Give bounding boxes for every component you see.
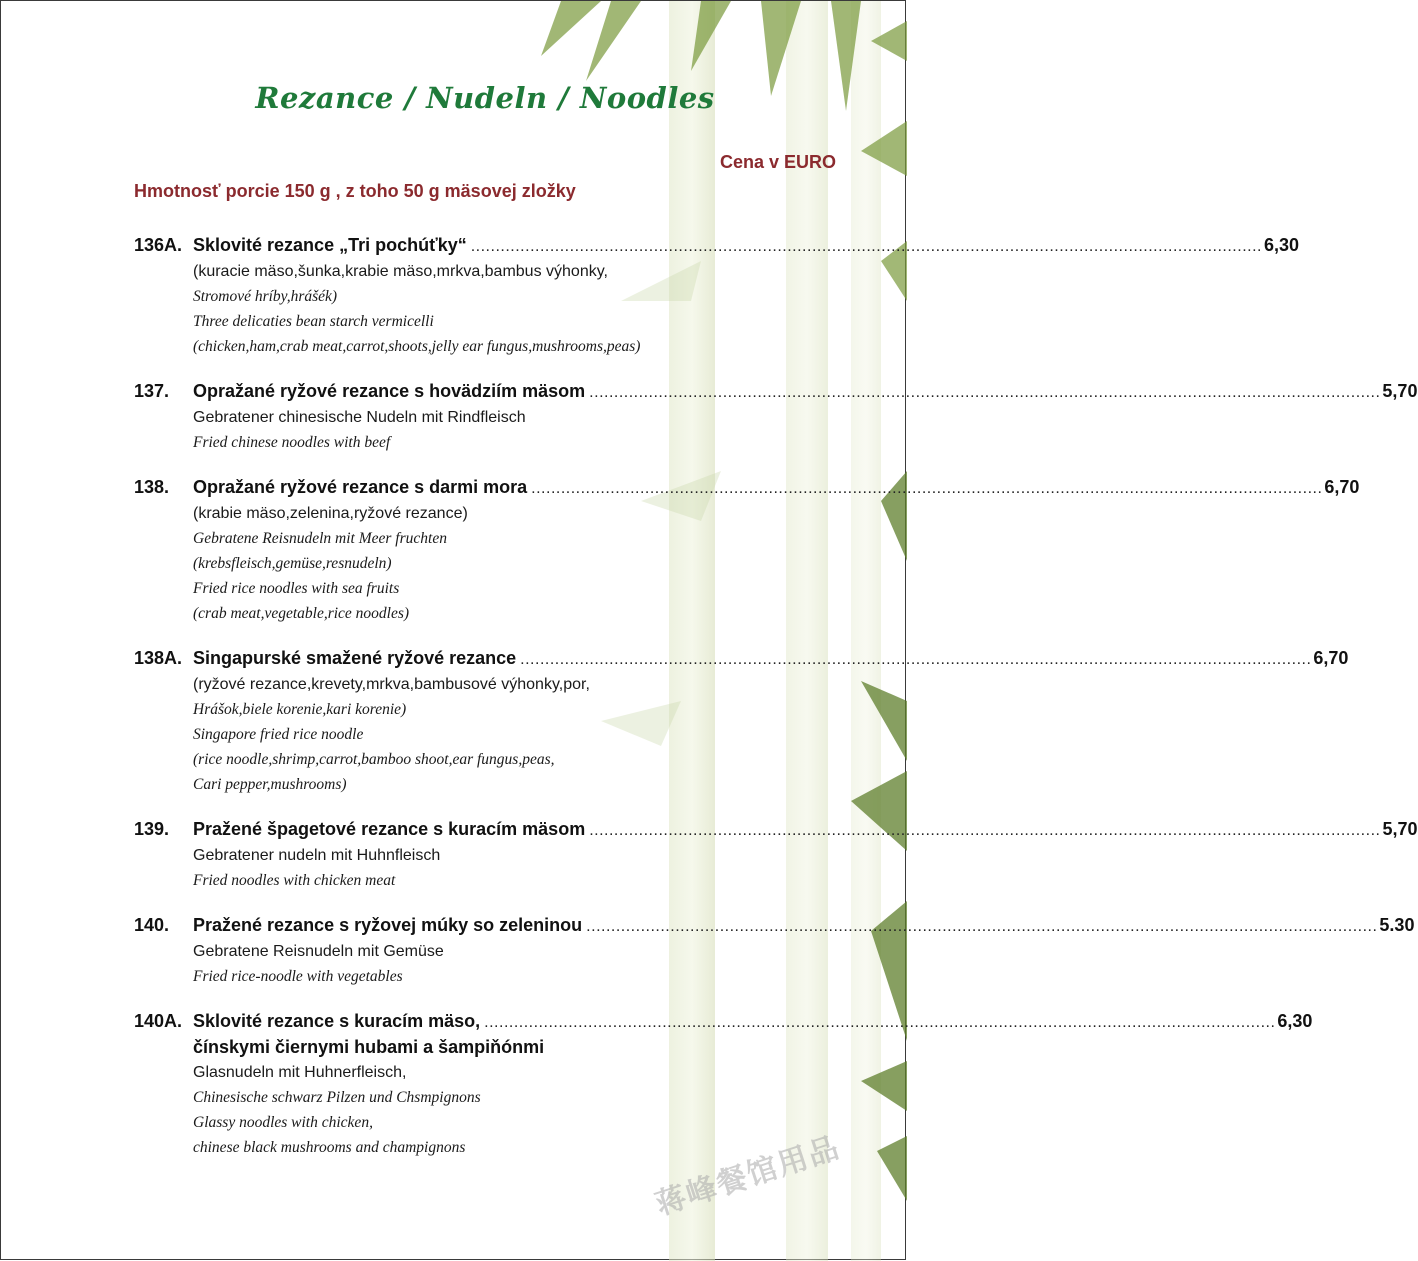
item-description xyxy=(193,259,838,359)
item-description xyxy=(193,843,838,893)
item-number: 140. xyxy=(134,915,170,935)
menu-item-header xyxy=(134,381,1418,405)
item-translation-line: Singapore fried rice noodle xyxy=(193,726,364,743)
dot-leader: ................................................................................................................................................................ xyxy=(589,384,1381,401)
item-name: Opražané ryžové rezance s hovädziím mäsom xyxy=(193,381,586,401)
item-translation-line: (krebsfleisch,gemüse,resnudeln) xyxy=(193,555,392,572)
dot-leader: ................................................................................................................................................................ xyxy=(470,238,1262,255)
menu-item xyxy=(134,235,1300,359)
item-translation-line: Glassy noodles with chicken, xyxy=(193,1114,373,1131)
item-ingredients-line: (kuracie mäso,šunka,krabie mäso,mrkva,bambus výhonky, xyxy=(193,263,608,280)
item-ingredients-line: (krabie mäso,zelenina,ryžové rezance) xyxy=(193,505,468,522)
item-price: 6,30 xyxy=(1263,235,1300,255)
item-price: 5,70 xyxy=(1382,819,1418,839)
item-ingredients-line: Gebratener nudeln mit Huhnfleisch xyxy=(193,847,441,864)
watermark: 蒋峰餐馆用品 xyxy=(651,1130,845,1223)
item-description xyxy=(193,501,838,626)
item-price: 6,70 xyxy=(1324,477,1360,497)
item-description xyxy=(193,672,838,797)
menu-item-header xyxy=(134,1011,1313,1035)
item-description xyxy=(193,1035,838,1160)
item-number: 138. xyxy=(134,477,170,497)
item-description xyxy=(193,405,838,455)
item-ingredients-line: Glasnudeln mit Huhnerfleisch, xyxy=(193,1064,407,1081)
item-translation-line: Fried rice-noodle with vegetables xyxy=(193,968,403,985)
item-translation-line: Fried chinese noodles with beef xyxy=(193,434,391,451)
item-translation-line: Gebratene Reisnudeln mit Meer fruchten xyxy=(193,530,447,547)
dot-leader: ................................................................................................................................................................ xyxy=(589,822,1381,839)
item-name: Opražané ryžové rezance s darmi mora xyxy=(193,477,528,497)
dot-leader: ................................................................................................................................................................ xyxy=(484,1014,1276,1031)
menu-item xyxy=(134,819,1418,893)
item-description xyxy=(193,939,838,989)
menu-list xyxy=(134,235,1418,1182)
item-translation-line: Fried rice noodles with sea fruits xyxy=(193,580,400,597)
item-name: Singapurské smažené ryžové rezance xyxy=(193,648,517,668)
item-name: Sklovité rezance s kuracím mäso, xyxy=(193,1011,481,1031)
dot-leader: ................................................................................................................................................................ xyxy=(586,918,1378,935)
item-number: 140A. xyxy=(134,1011,183,1031)
item-price: 5.30 xyxy=(1379,915,1415,935)
item-ingredients-line: Gebratener chinesische Nudeln mit Rindfleisch xyxy=(193,409,526,426)
menu-item-header xyxy=(134,648,1349,672)
menu-item-header xyxy=(134,915,1415,939)
item-price: 5,70 xyxy=(1382,381,1418,401)
portion-note: Hmotnosť porcie 150 g , z toho 50 g mäsovej zložky xyxy=(134,181,576,201)
item-translation-line: Stromové hríby,hrášék) xyxy=(193,288,338,305)
item-number: 136A. xyxy=(134,235,183,255)
menu-item-header xyxy=(134,477,1360,501)
price-currency-header: Cena v EURO xyxy=(719,152,836,172)
item-ingredients-line: Gebratene Reisnudeln mit Gemüse xyxy=(193,943,444,960)
item-number: 139. xyxy=(134,819,170,839)
item-name: Sklovité rezance „Tri pochúťky“ xyxy=(193,235,467,255)
item-translation-line: Cari pepper,mushrooms) xyxy=(193,776,347,793)
dot-leader: ................................................................................................................................................................ xyxy=(520,651,1312,668)
page-title: Rezance / Nudeln / Noodles xyxy=(255,81,715,115)
item-translation-line: (crab meat,vegetable,rice noodles) xyxy=(193,605,410,622)
item-name-continued: čínskymi čiernymi hubami a šampiňónmi xyxy=(193,1037,545,1057)
menu-item xyxy=(134,648,1349,797)
item-price: 6,70 xyxy=(1313,648,1349,668)
item-translation-line: chinese black mushrooms and champignons xyxy=(193,1139,466,1156)
item-number: 138A. xyxy=(134,648,183,668)
menu-item-header xyxy=(134,235,1300,259)
menu-item xyxy=(134,381,1418,455)
item-name: Pražené špagetové rezance s kuracím mäsom xyxy=(193,819,586,839)
item-translation-line: Hrášok,biele korenie,kari korenie) xyxy=(193,701,407,718)
item-translation-line: Chinesische schwarz Pilzen und Chsmpignons xyxy=(193,1089,481,1106)
item-translation-line: Fried noodles with chicken meat xyxy=(193,872,396,889)
item-translation-line: Three delicaties bean starch vermicelli xyxy=(193,313,434,330)
item-translation-line: (chicken,ham,crab meat,carrot,shoots,jelly ear fungus,mushrooms,peas) xyxy=(193,338,641,355)
menu-item xyxy=(134,477,1360,626)
item-price: 6,30 xyxy=(1277,1011,1313,1031)
item-number: 137. xyxy=(134,381,170,401)
item-ingredients-line: (ryžové rezance,krevety,mrkva,bambusové výhonky,por, xyxy=(193,676,590,693)
menu-item xyxy=(134,915,1415,989)
dot-leader: ................................................................................................................................................................ xyxy=(531,480,1323,497)
menu-item xyxy=(134,1011,1313,1160)
menu-item-header xyxy=(134,819,1418,843)
item-translation-line: (rice noodle,shrimp,carrot,bamboo shoot,ear fungus,peas, xyxy=(193,751,555,768)
item-name: Pražené rezance s ryžovej múky so zeleninou xyxy=(193,915,583,935)
